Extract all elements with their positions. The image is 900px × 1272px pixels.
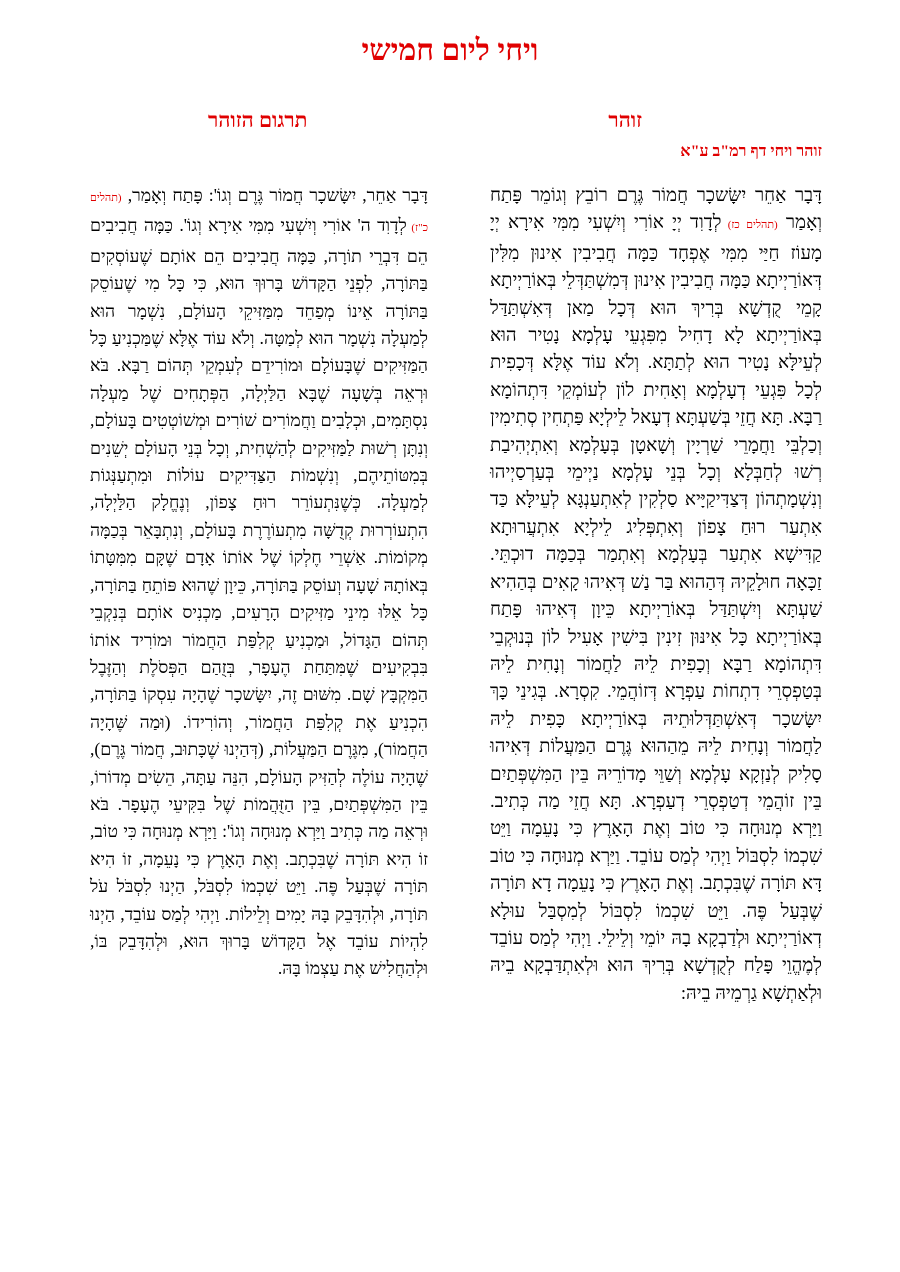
page-title: ויחי ליום חמישי <box>361 34 539 67</box>
translation-text-opening: דָּבָר אַחֵר, יִשָּׂשכָר חֲמוֹר גֶּרֶם וְגוֹ': פָּתַח וְאָמַר, <box>127 185 428 205</box>
translation-column-heading: תרגום הזוהר <box>208 108 308 132</box>
translation-text-body: לְדָוִד ה' אוֹרִי וְיִשְׁעִי מִמִּי אִירָא וְגוֹ'. כַּמָּה חֲבִיבִים הֵם דִּבְרֵי תוֹרָה, כַּמָּה חֲבִיבִים הֵם אוֹתָם שֶׁעוֹסְקִים בַּתּוֹרָה, לִפְנֵי הַקָּדוֹשׁ בָּרוּךְ הוּא, כִּי כָּל מִי שֶׁעוֹסֵק בַּתּוֹרָה אֵינוֹ מְפַחֵד מִמַּזִּיקֵי הָעוֹלָם, נִשְׁמָר הוּא לְמַעְלָה נִשְׁמָר הוּא לְמַטָּה. וְלֹא עוֹד אֶלָּא שֶׁמַּכְנִיעַ כָּל הַמַּזִּיקִים שֶׁבָּעוֹלָם וּמוֹרִידֵם לְעִמְקֵי תְּהוֹם רַבָּא. בֹּא וּרְאֵה בְּשָׁעָה שֶׁבָּא הַלַּיְלָה, הַפְּתָחִים שֶׁל מַעְלָה נִסְתָּמִים, וּכְלָבִים וַחֲמוֹרִים שׁוֹרִים וּמְשׁוֹטְטִים בָּעוֹלָם, וְנִתָּן רְשׁוּת לַמַּזִּיקִים לְהַשְׁחִית, וְכָל בְּנֵי הָעוֹלָם יְשֵׁנִים בְּמִטּוֹתֵיהֶם, וְנִשְׁמוֹת הַצַּדִּיקִים עוֹלוֹת וּמִתְעַנְּגוֹת לְמַעְלָה. כְּשֶׁנִּתְעוֹרֵר רוּחַ צָפוֹן, וְנֶחֱלָק הַלַּיְלָה, הִתְעוֹרְרוּת קְדֻשָּׁה מִתְעוֹרֶרֶת בָּעוֹלָם, וְנִתְבָּאֵר בְּכַמָּה מְקוֹמוֹת. אַשְׁרֵי חֶלְקוֹ שֶׁל אוֹתוֹ אָדָם שֶׁקָּם מִמִּטָּתוֹ בְּאוֹתָהּ שָׁעָה וְעוֹסֵק בַּתּוֹרָה, כֵּיוָן שֶׁהוּא פּוֹתֵחַ בַּתּוֹרָה, כָּל אֵלּוּ מִינֵי מַזִּיקִים הָרָעִים, מַכְנִיס אוֹתָם בְּנִקְבֵי תְּהוֹם הַגָּדוֹל, וּמַכְנִיעַ קְלִפַּת הַחֲמוֹר וּמוֹרִיד אוֹתוֹ בִּבְקִיעִים שֶׁמִּתַּחַת הֶעָפָר, בְּזֻהַם הַפְּסֹלֶת וְהַזֶּבֶל הַמִּקְבָּץ שָׁם. מִשּׁוּם זֶה, יִשָּׂשכָר שֶׁהָיָה עִסְקוֹ בַּתּוֹרָה, הִכְנִיעַ אֶת קְלִפַּת הַחֲמוֹר, וְהוֹרִידוֹ. (וּמַה שֶּׁהָיָה הַחֲמוֹר), מִגֶּרֶם הַמַּעֲלוֹת, (דְּהַיְנוּ שֶׁכָּתוּב, חֲמוֹר גֶּרֶם), שֶׁהָיָה עוֹלֶה לְהַזִּיק הָעוֹלָם, הִנֵּה עַתָּה, הֵשִׂים מְדוֹרוֹ, בֵּין הַמִּשְׁפְּתַיִם, בֵּין הַזֻּהֲמוֹת שֶׁל בִּקִּיעֵי הֶעָפָר. בֹּא וּרְאֵה מַה כְּתִיב וַיַּרְא מְנוּחָה וְגוֹ': וַיַּרְא מְנוּחָה כִּי טוֹב, זוֹ הִיא תּוֹרָה שֶׁבִּכְתָב. וְאֶת הָאָרֶץ כִּי נָעֵמָה, זוֹ הִיא תּוֹרָה שֶׁבְּעַל פֶּה. וַיֵּט שִׁכְמוֹ לִסְבֹּל, הַיְנוּ לִסְבֹּל עֹל תּוֹרָה, וּלְהִדָּבֵק בָּהּ יָמִים וְלֵילוֹת. וַיְהִי לְמַס עוֹבֵד, הַיְנוּ לִהְיוֹת עוֹבֵד אֶל הַקָּדוֹשׁ בָּרוּךְ הוּא, וּלְהִדָּבֵק בּוֹ, וּלְהַחֲלִישׁ אֶת עַצְמוֹ בָּהּ. <box>90 215 428 979</box>
source-reference: זוהר ויחי דף רמ"ב ע"א <box>680 143 822 160</box>
zohar-text-body: לְדָוִד יְיָ אוֹרִי וְיִשְׁעִי מִמִּי אִירָא יְיָ מָעוֹז חַיַּי מִמִּי אֶפְחָד כַּמָּה חֲבִיבִין אִינוּן מִלִּין דְּאוֹרַיְיתָא כַּמָּה חֲבִיבִין אִינוּן דְּמִשְׁתַּדְּלֵי בְּאוֹרַיְיתָא קָמֵי קֻדְשָׁא בְּרִיךְ הוּא דְּכָל מַאן דְּאִשְׁתַּדַּל בְּאוֹרַיְיתָא לָא דָחִיל מִפִּגְעֵי עָלְמָא נָטִיר הוּא לְעֵילָּא נָטִיר הוּא לְתַתָּא. וְלֹא עוֹד אֶלָּא דְּכָפִית לְכָל פִּגְעֵי דְעָלְמָא וְאָחִית לוֹן לְעוֹמְקֵי דִּתְהוֹמָא רַבָּא. תָּא חֲזֵי בְּשַׁעְתָּא דְעָאל לֵילְיָא פַּתְחִין סְתִימִין וְכַלְבֵּי וַחֲמָרֵי שַׁרְיָין וְשָׁאטָן בְּעָלְמָא וְאִתְיְהִיבַת רְשׁוּ לְחַבְּלָא וְכָל בְּנֵי עָלְמָא נַיְימֵי בְּעַרְסַיְיהוּ וְנִשְׁמָתְהוֹן דְּצַדִּיקַיָּיא סַלְקִין לְאִתְעַנְגָּא לְעֵילָּא כַּד אִתְעַר רוּחַ צָפוֹן וְאִתְפְּלִיג לֵילְיָא אִתְעֲרוּתָא קַדִּישָׁא אִתְעַר בְּעָלְמָא וְאִתְמַר בְּכַמָּה דוּכְתֵּי. זַכָּאָה חוּלָקֵיהּ דְּהַהוּא בַּר נַשׁ דְּאִיהוּ קָאִים בְּהַהִיא שַׁעְתָּא וְיִשְׁתַּדַּל בְּאוֹרַיְיתָא כֵּיוָן דְּאִיהוּ פָּתַח בְּאוֹרַיְיתָא כָּל אִינּוּן זִינִין בִּישִׁין אָעִיל לוֹן בְּנוּקְבֵי דִּתְהוֹמָא רַבָּא וְכָפִית לֵיהּ לַחֲמוֹר וְנָחִית לֵיהּ בְּטַפְסְרֵי דִתְחוֹת עַפְרָא דְּזוֹהֲמֵי. קִסְרָא. בְּגִינֵי כָּךְ יִשָּׂשכָר דְּאִשְׁתַּדְּלוּתֵיהּ בְּאוֹרַיְיתָא כָּפִית לֵיהּ לַחֲמוֹר וְנָחִית לֵיהּ מֵהַהוּא גֶּרֶם הַמַּעֲלוֹת דְּאִיהוּ סָלִיק לְנַזְקָא עָלְמָא וְשַׁוֵּי מָדוֹרֵיהּ בֵּין הַמִּשְׁפְּתַיִם בֵּין זוֹהֲמֵי דְטַפְסְרֵי דְעַפְרָא. תָּא חֲזֵי מַה כְּתִיב. וַיַּרְא מְנוּחָה כִּי טוֹב וְאֶת הָאָרֶץ כִּי נָעֵמָה וַיֵּט שִׁכְמוֹ לִסְבּוֹל וַיְהִי לְמַס עוֹבֵד. וַיַּרְא מְנוּחָה כִּי טוֹב דָּא תּוֹרָה שֶׁבִּכְתָב. וְאֶת הָאָרֶץ כִּי נָעֵמָה דָא תּוֹרָה שֶׁבְּעַל פֶּה. וַיֵּט שִׁכְמוֹ לִסְבּוֹל לְמִסְבַּל עוּלָא דְאוֹרַיְיתָא וּלְדַבְקָא בָהּ יוֹמֵי וְלֵילֵי. וַיְהִי לְמַס עוֹבֵד לְמֶהֱוֵי פָּלַח לְקֻדְשָׁא בְּרִיךְ הוּא וּלְאִתְדַּבְקָא בֵיהּ וּלְאַתְשָׁא גַרְמֵיהּ בֵיהּ: <box>490 212 822 1004</box>
zohar-column-heading: זוהר <box>608 108 642 132</box>
translation-text-column <box>90 182 428 983</box>
translation-citation: (תהלים כ"ז) <box>90 192 428 235</box>
zohar-text-opening: דָּבָר אַחֵר יִשָּׂשכָר חֲמוֹר גֶּרֶם רוֹבֵץ וְגוֹמֵר פָּתַח וְאָמַר <box>490 185 822 234</box>
zohar-citation: (תהלים כז) <box>721 219 778 232</box>
zohar-text-column <box>490 182 822 1007</box>
